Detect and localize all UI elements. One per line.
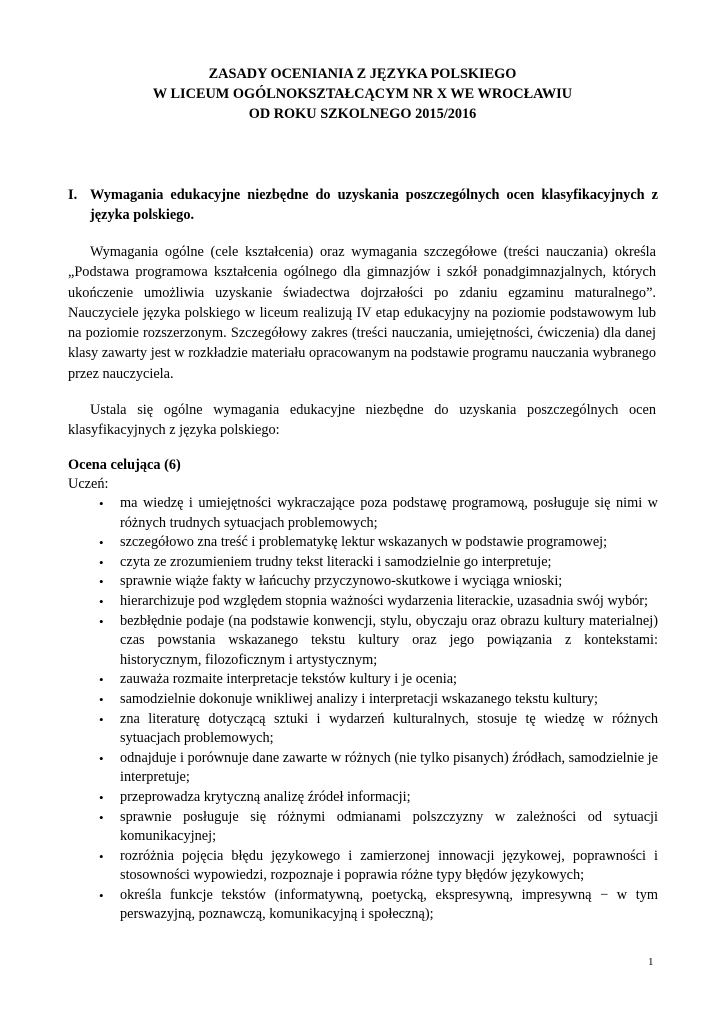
- list-item: [68, 808, 658, 847]
- bullet-icon: •: [99, 887, 104, 903]
- list-item-text: przeprowadza krytyczną analizę źródeł informacji;: [120, 788, 411, 805]
- list-item: [68, 592, 658, 612]
- list-item: [68, 533, 658, 553]
- list-item: [68, 572, 658, 592]
- list-item-text: hierarchizuje pod względem stopnia ważności wydarzenia literackie, uzasadnia swój wybór;: [120, 592, 648, 609]
- list-item: [68, 710, 658, 749]
- list-item-text: sprawnie posługuje się różnymi odmianami polszczyzny w zależności od sytuacji komunikacyjnej;: [120, 808, 658, 845]
- section-number: I.: [68, 187, 78, 203]
- list-item: [68, 886, 658, 925]
- section-heading-text: Wymagania edukacyjne niezbędne do uzyskania poszczególnych ocen klasyfikacyjnych z języka polskiego.: [90, 187, 658, 223]
- page-number: 1: [648, 956, 654, 968]
- bullet-icon: •: [99, 496, 104, 511]
- list-item-text: szczegółowo zna treść i problematykę lektur wskazanych w podstawie programowej;: [120, 534, 608, 551]
- list-item-text: odnajduje i porównuje dane zawarte w różnych (nie tylko pisanych) źródłach, samodzielnie je interpretuje;: [120, 749, 658, 786]
- title-line-3: OD ROKU SZKOLNEGO 2015/2016: [248, 106, 477, 122]
- bullet-icon: •: [99, 672, 104, 688]
- list-item-text: zna literaturę dotyczącą sztuki i wydarzeń kulturalnych, stosuje tę wiedzę w różnych sytuacjach problemowych;: [120, 710, 658, 747]
- list-item-text: samodzielnie dokonuje wnikliwej analizy i interpretacji wskazanego tekstu kultury;: [120, 690, 599, 707]
- list-item-text: czyta ze zrozumieniem trudny tekst literacki i samodzielnie go interpretuje;: [120, 553, 552, 570]
- bullet-icon: •: [99, 535, 104, 551]
- list-item: [68, 670, 658, 690]
- list-item: [68, 494, 658, 533]
- bullet-icon: •: [99, 593, 104, 609]
- criteria-list: [68, 494, 658, 925]
- title-line-2: W LICEUM OGÓLNOKSZTAŁCĄCYM NR X WE WROCŁAWIU: [152, 86, 573, 102]
- document-title: [0, 64, 725, 124]
- list-item: [68, 690, 658, 710]
- list-item: [68, 788, 658, 808]
- list-item-text: określa funkcje tekstów (informatywną, poetycką, ekspresywną, impresywną − w tym perswazyjną, poznawczą, komunikacyjną i społeczną);: [120, 886, 658, 923]
- bullet-icon: •: [99, 809, 104, 825]
- list-item: [68, 749, 658, 788]
- bullet-icon: •: [99, 711, 104, 727]
- section-heading: [68, 185, 658, 225]
- bullet-icon: •: [99, 691, 104, 707]
- list-item-text: bezbłędnie podaje (na podstawie konwencji, stylu, obyczaju oraz obrazu kultury materialnej) czas powstania wskazanego tekstu kultury oraz jego powiązania z kontekstami: historycznym, filozoficznym i artystycznym;: [120, 612, 658, 668]
- bullet-icon: •: [99, 848, 104, 864]
- list-item-text: rozróżnia pojęcia błędu językowego i zamierzonej innowacji językowej, poprawności i stosowności wypowiedzi, rozpoznaje i poprawia różne typy błędów językowych;: [120, 847, 658, 884]
- paragraph-general-requirements: Ustala się ogólne wymagania edukacyjne niezbędne do uzyskania poszczególnych ocen klasyfikacyjnych z języka polskiego:: [68, 402, 656, 439]
- title-line-1: ZASADY OCENIANIA Z JĘZYKA POLSKIEGO: [208, 66, 517, 82]
- list-item: [68, 553, 658, 573]
- paragraph-requirements: Wymagania ogólne (cele kształcenia) oraz wymagania szczegółowe (treści nauczania) określa „Podstawa programowa kształcenia ogólnego dla gimnazjów i szkół ponadgimnazjalnych, których ukończenie umożliwia uzyskanie świadectwa dojrzałości po zdaniu egzaminu maturalnego”. Nauczyciele języka polskiego w liceum realizują IV etap edukacyjny na poziomie podstawowym lub na poziomie rozszerzonym. Szczegółowy zakres (treści nauczania, umiejętności, ćwiczenia) dla danej klasy zawarty jest w rozkładzie materiału opracowanym na podstawie programu nauczania wybranego przez nauczyciela.: [68, 244, 656, 382]
- grade-subject-label: Uczeń:: [68, 476, 109, 492]
- bullet-icon: •: [99, 750, 104, 766]
- list-item-text: ma wiedzę i umiejętności wykraczające poza podstawę programową, posługuje się nimi w różnych trudnych sytuacjach problemowych;: [120, 495, 658, 531]
- list-item: [68, 612, 658, 671]
- list-item: [68, 847, 658, 886]
- bullet-icon: •: [99, 574, 104, 590]
- list-item-text: zauważa rozmaite interpretacje tekstów kultury i je ocenia;: [120, 671, 458, 688]
- grade-heading: Ocena celująca (6): [68, 457, 181, 473]
- bullet-icon: •: [99, 789, 104, 805]
- bullet-icon: •: [99, 554, 104, 570]
- list-item-text: sprawnie wiąże fakty w łańcuchy przyczynowo-skutkowe i wyciąga wnioski;: [120, 573, 563, 590]
- bullet-icon: •: [99, 613, 104, 629]
